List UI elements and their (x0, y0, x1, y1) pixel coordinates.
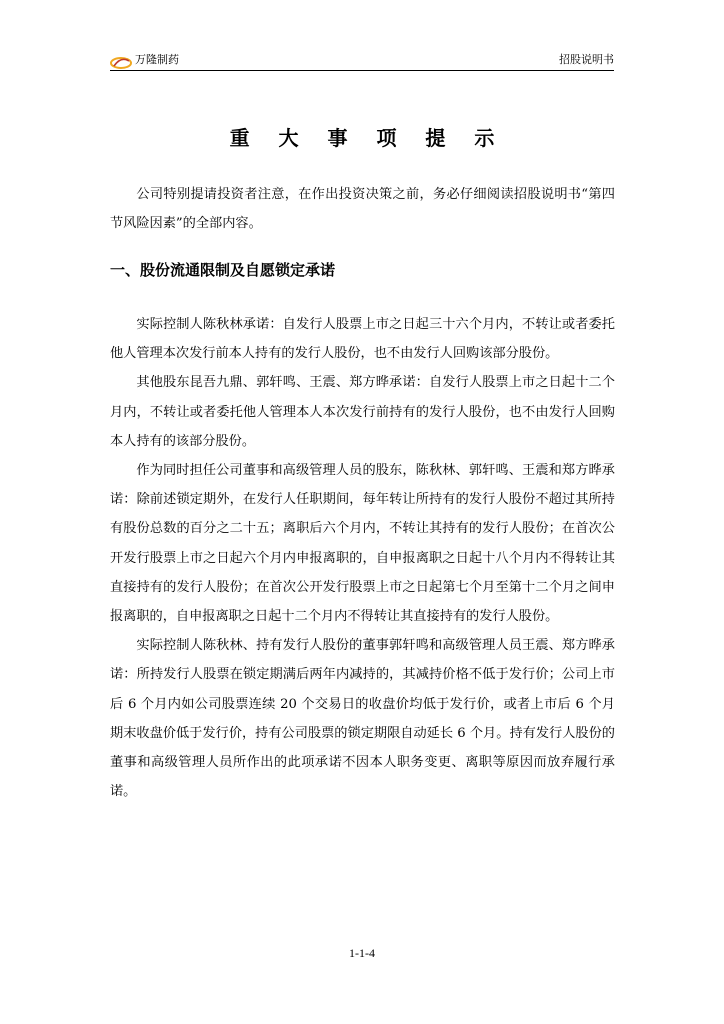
wanlong-logo-icon (110, 54, 132, 66)
paragraph: 实际控制人陈秋林承诺：自发行人股票上市之日起三十六个月内，不转让或者委托他人管理本次发行前本人持有的发行人股份，也不由发行人回购该部分股份。 (110, 317, 615, 362)
paragraph: 其他股东昆吾九鼎、郭轩鸣、王震、郑方晔承诺：自发行人股票上市之日起十二个月内，不转让或者委托他人管理本人本次发行前持有的发行人股份，也不由发行人回购本人持有的该部分股份。 (110, 375, 615, 449)
section-body (110, 310, 615, 806)
document-type: 招股说明书 (559, 53, 614, 66)
company-name: 万隆制药 (135, 53, 179, 66)
page-title: 重 大 事 项 提 示 (229, 126, 506, 150)
paragraph: 作为同时担任公司董事和高级管理人员的股东，陈秋林、郭轩鸣、王震和郑方晔承诺：除前述锁定期外，在发行人任职期间，每年转让所持有的发行人股份不超过其所持有股份总数的百分之二十五；离职后六个月内，不转让其持有的发行人股份；在首次公开发行股票上市之日起六个月内申报离职的，自申报离职之日起十八个月内不得转让其直接持有的发行人股份；在首次公开发行股票上市之日起第七个月至第十二个月之间申报离职的，自申报离职之日起十二个月内不得转让其直接持有的发行人股份。 (110, 463, 615, 625)
company-logo (110, 52, 179, 68)
intro-paragraph: 公司特别提请投资者注意，在作出投资决策之前，务必仔细阅读招股说明书“第四节风险因素”的全部内容。 (110, 187, 615, 232)
section-heading: 一、股份流通限制及自愿锁定承诺 (110, 261, 336, 279)
paragraph: 实际控制人陈秋林、持有发行人股份的董事郭轩鸣和高级管理人员王震、郑方晔承诺：所持发行人股票在锁定期满后两年内减持的，其减持价格不低于发行价；公司上市后 6 个月内如公司股票连续 20 个交易日的收盘价均低于发行价，或者上市后 6 个月期末收盘价低于发行价，持有公司股票的锁定期限自动延长 6 个月。持有发行人股份的董事和高级管理人员所作出的此项承诺不因本人职务变更、离职等原因而放弃履行承诺。 (110, 638, 615, 800)
page-number: 1-1-4 (349, 946, 375, 960)
page-header (110, 52, 614, 71)
